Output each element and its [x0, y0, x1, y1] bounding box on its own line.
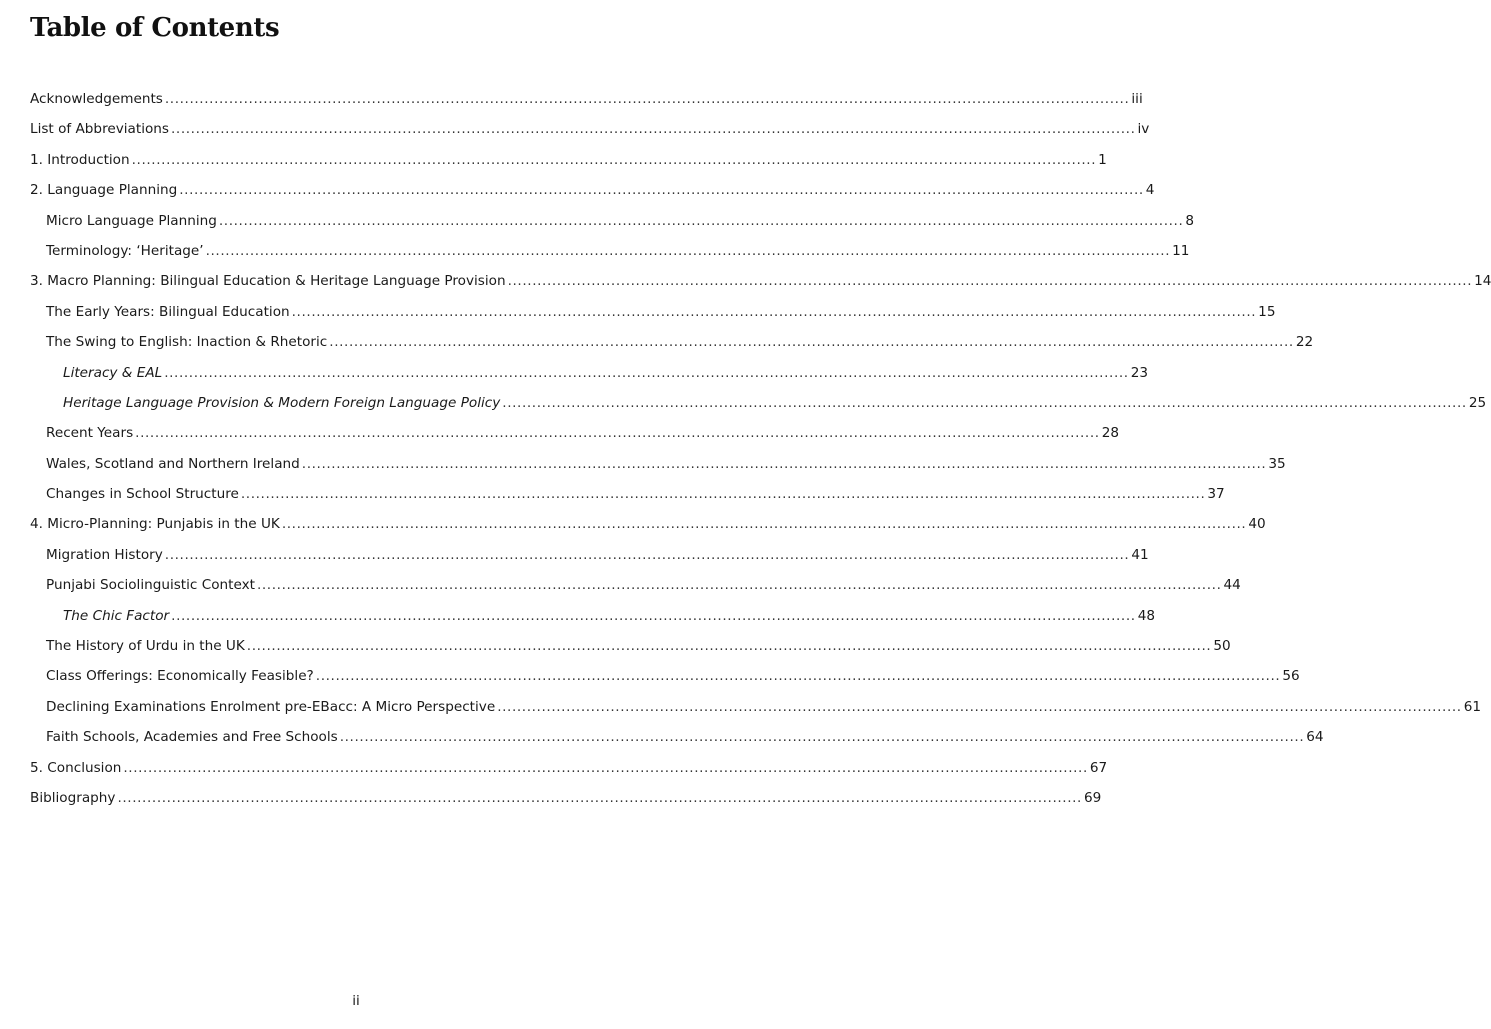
toc-entry[interactable]	[30, 297, 1276, 327]
toc-entry[interactable]	[30, 722, 1324, 752]
toc-entry-title: Punjabi Sociolinguistic Context	[46, 577, 255, 594]
toc-entry-title: 4. Micro-Planning: Punjabis in the UK	[30, 516, 280, 533]
toc-entry-title: Declining Examinations Enrolment pre-EBacc: A Micro Perspective	[46, 698, 496, 715]
toc-dot-leader: ....................................................................................................................................................................................................	[164, 91, 1130, 107]
toc-entry-page: 28	[1101, 425, 1120, 442]
toc-dot-leader: ....................................................................................................................................................................................................	[507, 273, 1473, 290]
toc-dot-leader: ....................................................................................................................................................................................................	[117, 789, 1082, 806]
toc-entry-page: 22	[1295, 334, 1314, 351]
toc-entry-title: Micro Language Planning	[46, 212, 217, 229]
toc-entry-title: 5. Conclusion	[30, 759, 122, 776]
toc-entry-page: 50	[1213, 638, 1231, 655]
toc-entry-page: 37	[1207, 486, 1225, 503]
toc-dot-leader: ....................................................................................................................................................................................................	[131, 151, 1097, 168]
toc-entry-page: 1	[1098, 151, 1107, 168]
toc-dot-leader: ....................................................................................................................................................................................................	[281, 516, 1247, 533]
toc-entry-title: Changes in School Structure	[46, 486, 239, 503]
toc-entry-page: 4	[1145, 182, 1155, 199]
toc-entry-title: Terminology: ‘Heritage’	[46, 242, 204, 259]
toc-entry[interactable]	[30, 388, 1487, 418]
toc-entry-title: Wales, Scotland and Northern Ireland	[46, 455, 300, 472]
toc-dot-leader: ....................................................................................................................................................................................................	[315, 668, 1281, 685]
page-number: ii	[352, 993, 360, 1009]
toc-entry-title: Bibliography	[30, 789, 116, 806]
toc-entry-page: 41	[1131, 546, 1149, 563]
toc-entry[interactable]	[30, 570, 1241, 600]
toc-entry[interactable]	[30, 631, 1231, 661]
toc-dot-leader: ....................................................................................................................................................................................................	[291, 303, 1257, 320]
toc-dot-leader: ....................................................................................................................................................................................................	[240, 486, 1206, 503]
toc-entry-title: Class Offerings: Economically Feasible?	[46, 668, 314, 685]
toc-entry-page: 44	[1223, 577, 1241, 594]
toc-dot-leader: ....................................................................................................................................................................................................	[329, 334, 1294, 351]
toc-entry-page: 35	[1268, 455, 1286, 472]
toc-entry-title: Literacy & EAL	[63, 364, 163, 381]
toc-dot-leader: ....................................................................................................................................................................................................	[205, 242, 1171, 259]
toc-entry[interactable]	[30, 601, 1155, 631]
toc-dot-leader: ....................................................................................................................................................................................................	[256, 577, 1222, 594]
toc-entry[interactable]	[30, 661, 1300, 691]
toc-entry-page: 67	[1089, 759, 1108, 776]
toc-entry-title: Migration History	[46, 546, 163, 563]
toc-dot-leader: ....................................................................................................................................................................................................	[123, 759, 1088, 776]
toc-entry[interactable]	[30, 692, 1482, 722]
toc-entry[interactable]	[30, 236, 1190, 266]
toc-entry-title: Acknowledgements	[30, 91, 163, 107]
toc-entry[interactable]	[30, 206, 1195, 236]
toc-entry[interactable]	[30, 753, 1108, 783]
toc-entry-page: 25	[1468, 394, 1487, 411]
toc-entry-title: 1. Introduction	[30, 151, 130, 168]
toc-dot-leader: ....................................................................................................................................................................................................	[135, 425, 1100, 442]
toc-entry-page: 40	[1248, 516, 1266, 533]
toc-entry[interactable]	[30, 540, 1149, 570]
toc-entry-title: The Swing to English: Inaction & Rhetoric	[46, 334, 328, 351]
toc-entry-title: The Early Years: Bilingual Education	[46, 303, 290, 320]
toc-entry[interactable]	[30, 449, 1286, 479]
toc-entry[interactable]	[30, 418, 1120, 448]
toc-dot-leader: ....................................................................................................................................................................................................	[301, 455, 1267, 472]
toc-entry-page: 48	[1137, 607, 1155, 624]
toc-entry-page: 64	[1306, 729, 1324, 746]
toc-dot-leader: ....................................................................................................................................................................................................	[179, 182, 1144, 199]
toc-entry-page: iii	[1131, 91, 1143, 107]
toc-entry-page: 23	[1130, 364, 1149, 381]
toc-entry-title: The Chic Factor	[63, 607, 170, 624]
toc-dot-leader: ....................................................................................................................................................................................................	[497, 698, 1462, 715]
toc-entry-page: 8	[1185, 212, 1195, 229]
toc-dot-leader: ....................................................................................................................................................................................................	[171, 121, 1136, 138]
toc-entry-page: 69	[1083, 789, 1102, 806]
toc-entry-title: The History of Urdu in the UK	[46, 638, 245, 655]
toc-dot-leader: ....................................................................................................................................................................................................	[218, 212, 1184, 229]
toc-entry-title: Faith Schools, Academies and Free Schools	[46, 729, 338, 746]
toc-entry[interactable]	[30, 358, 1149, 388]
toc-entry[interactable]	[30, 479, 1225, 509]
toc-entry[interactable]	[30, 84, 1143, 114]
toc-entry-page: iv	[1137, 121, 1150, 138]
toc-entry[interactable]	[30, 783, 1102, 813]
toc-entry-page: 61	[1463, 698, 1482, 715]
toc-entry-page: 15	[1258, 303, 1276, 320]
toc-dot-leader: ....................................................................................................................................................................................................	[246, 638, 1212, 655]
toc-entry[interactable]	[30, 175, 1155, 205]
page-title: Table of Contents	[30, 13, 280, 43]
toc-dot-leader: ....................................................................................................................................................................................................	[164, 364, 1129, 381]
toc-dot-leader: ....................................................................................................................................................................................................	[171, 607, 1136, 624]
toc-dot-leader: ....................................................................................................................................................................................................	[339, 729, 1305, 746]
toc-dot-leader: ....................................................................................................................................................................................................	[502, 394, 1467, 411]
toc-entry-title: Recent Years	[46, 425, 134, 442]
toc-entry[interactable]	[30, 266, 1491, 296]
toc-entry[interactable]	[30, 509, 1266, 539]
toc-entry-title: 2. Language Planning	[30, 182, 178, 199]
table-of-contents	[30, 84, 1491, 813]
toc-entry-title: List of Abbreviations	[30, 121, 169, 138]
toc-entry[interactable]	[30, 114, 1150, 144]
toc-entry-title: 3. Macro Planning: Bilingual Education & Heritage Language Provision	[30, 273, 506, 290]
toc-entry[interactable]	[30, 145, 1107, 175]
toc-entry[interactable]	[30, 327, 1314, 357]
toc-entry-page: 56	[1282, 668, 1300, 685]
toc-entry-page: 11	[1172, 242, 1190, 259]
toc-entry-title: Heritage Language Provision & Modern Foreign Language Policy	[63, 394, 501, 411]
toc-entry-page: 14	[1474, 273, 1491, 290]
toc-dot-leader: ....................................................................................................................................................................................................	[164, 546, 1130, 563]
